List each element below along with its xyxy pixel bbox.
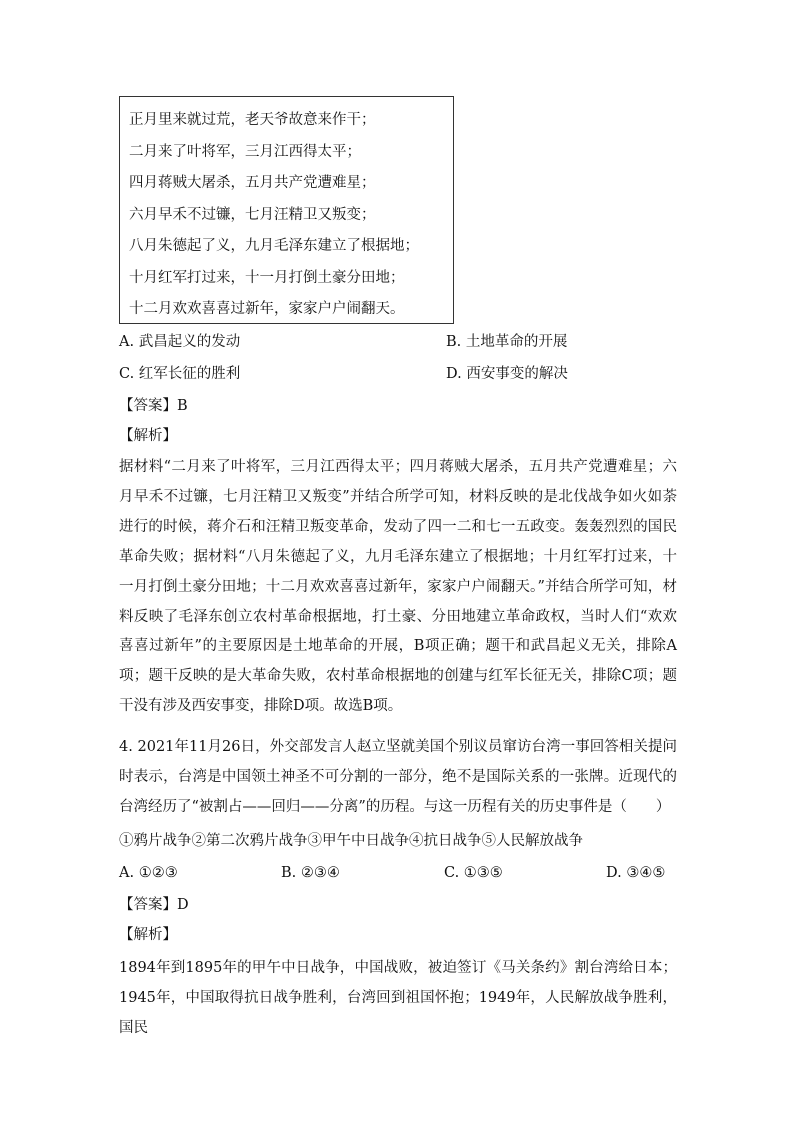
q4-analysis-label: 【解析】 <box>119 927 177 943</box>
q3-answer: 【答案】B <box>119 398 188 414</box>
q4-answer: 【答案】D <box>119 897 189 913</box>
q4-items: ①鸦片战争②第二次鸦片战争③甲午中日战争④抗日战争⑤人民解放战争 <box>119 833 583 849</box>
q3-option-a: A. 武昌起义的发动 <box>119 334 241 350</box>
q3-option-c: C. 红军长征的胜利 <box>119 366 241 382</box>
q4-option-c: C. ①③⑤ <box>444 865 503 881</box>
q3-analysis-label: 【解析】 <box>119 428 177 444</box>
poem-line: 十月红军打过来，十一月打倒土豪分田地； <box>129 269 405 286</box>
q3-option-d: D. 西安事变的解决 <box>446 366 568 382</box>
q4-option-d: D. ③④⑤ <box>606 865 666 881</box>
q4-stem <box>119 733 677 823</box>
poem-line: 十二月欢欢喜喜过新年，家家户户闹翻天。 <box>129 301 405 317</box>
poem-line: 正月里来就过荒，老天爷故意来作干； <box>129 112 376 128</box>
q4-stem-text: 4. 2021年11月26日，外交部发言人赵立坚就美国个别议员窜访台湾一事回答相关提问时表示，台湾是中国领土神圣不可分割的一部分，绝不是国际关系的一张牌。近现代的台湾经历了“被割占——回归——分离”的历程。与这一历程有关的历史事件是（ ） <box>119 739 677 815</box>
q4-options-row <box>119 861 679 885</box>
q4-analysis-paragraph: 1894年到1895年的甲午中日战争，中国战败，被迫签订《马关条约》割台湾给日本；1945年，中国取得抗日战争胜利，台湾回到祖国怀抱；1949年，人民解放战争胜利，国民 <box>119 960 677 1036</box>
poem-line: 四月蒋贼大屠杀，五月共产党遭难星； <box>129 175 376 191</box>
poem-material-box <box>119 96 454 324</box>
q4-option-a: A. ①②③ <box>119 865 178 881</box>
q3-options-row-1 <box>119 330 679 354</box>
poem-line: 六月早禾不过镰，七月汪精卫又叛变； <box>129 206 376 223</box>
poem-line: 八月朱德起了义，九月毛泽东建立了根据地； <box>129 238 419 254</box>
q3-options-row-2 <box>119 362 679 386</box>
q3-analysis-text <box>119 453 677 722</box>
q3-option-b: B. 土地革命的开展 <box>446 334 568 350</box>
q3-analysis-paragraph: 据材料“二月来了叶将军，三月江西得太平；四月蒋贼大屠杀，五月共产党遭难星；六月早禾不过镰，七月汪精卫又叛变”并结合所学可知，材料反映的是北伐战争如火如荼进行的时候，蒋介石和汪精卫叛变革命，发动了四一二和七一五政变。轰轰烈烈的国民革命失败；据材料“八月朱德起了义，九月毛泽东建立了根据地；十月红军打过来，十一月打倒土豪分田地；十二月欢欢喜喜过新年，家家户户闹翻天。”并结合所学可知，材料反映了毛泽东创立农村革命根据地，打土豪、分田地建立革命政权，当时人们“欢欢喜喜过新年”的主要原因是土地革命的开展，B项正确；题干和武昌起义无关，排除A项；题干反映的是大革命失败，农村革命根据地的创建与红军长征无关，排除C项；题干没有涉及西安事变，排除D项。故选B项。 <box>119 459 677 715</box>
q4-option-b: B. ②③④ <box>281 865 340 881</box>
poem-line: 二月来了叶将军，三月江西得太平； <box>129 143 361 160</box>
q4-analysis-text <box>119 954 677 1044</box>
